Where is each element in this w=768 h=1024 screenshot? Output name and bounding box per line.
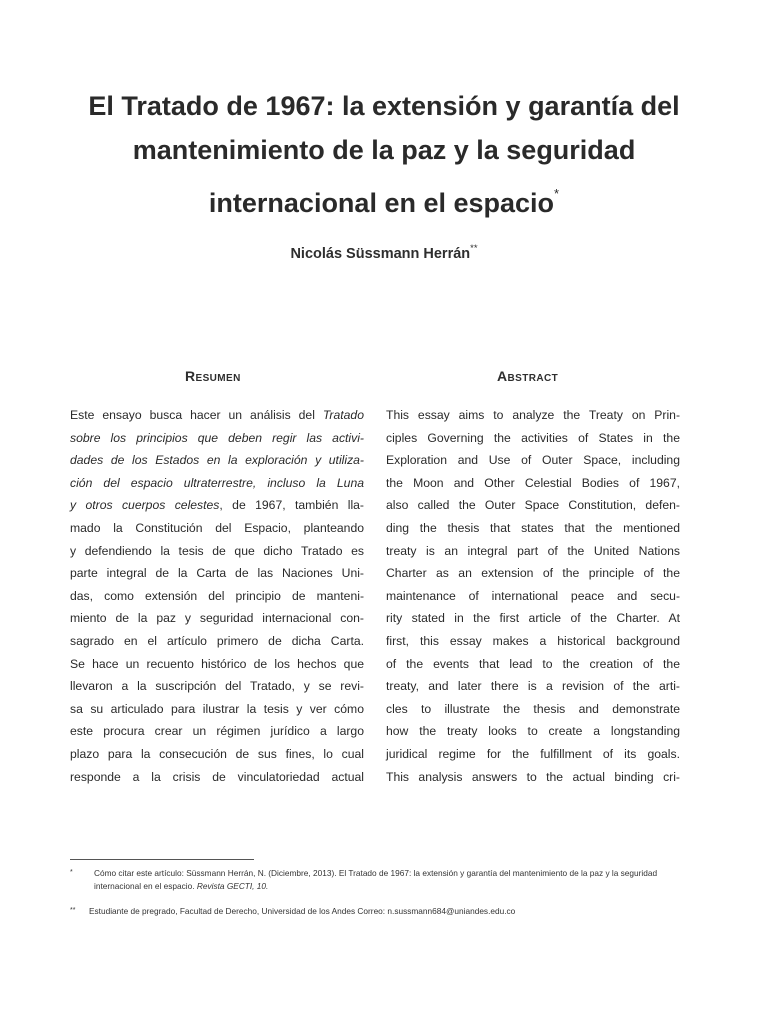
footnote-citation-line-2 [94,880,694,893]
resumen-line: mado la Constitución del Espacio, planteando [70,520,364,535]
abstract-line: ciples Governing the activities of States in the [386,430,680,445]
abstract-line: of the events that lead to the creation of the [386,656,680,671]
resumen-line: sa su articulado para ilustrar la tesis y ver cómo [70,701,364,716]
author-footnote-marker: ** [470,243,478,254]
abstract-line: the Moon and Other Celestial Bodies of 1967, [386,475,680,490]
resumen-line: y defendiendo la tesis de que dicho Tratado es [70,543,364,558]
footnote-author [70,905,690,919]
abstract-line: juridical regime for the fulfillment of its goals. [386,746,680,761]
resumen-line: este procura crear un régimen jurídico a largo [70,724,364,739]
resumen-line: dades de los Estados en la exploración y utiliza- [70,453,364,468]
resumen-line: y otros cuerpos celestes, de 1967, también lla- [70,498,364,513]
resumen-line: das, como extensión del principio de manteni- [70,588,364,603]
abstract-line: This analysis answers to the actual binding cri- [386,769,680,784]
resumen-line: Se hace un recuento histórico de los hechos que [70,656,364,671]
footnote-citation-line-2-plain: internacional en el espacio. [94,881,197,891]
footnote-citation [70,867,690,895]
abstract-line: This essay aims to analyze the Treaty on Prin- [386,408,680,422]
abstract-line: treaty is an integral part of the United Nations [386,543,680,558]
abstract-heading: Abstract [497,368,559,384]
resumen-line: miento de la paz y seguridad internacional con- [70,611,364,626]
abstract-line: Exploration and Use of Outer Space, including [386,453,680,468]
abstract-line: ding the thesis that states that the mentioned [386,520,680,535]
footnote-author-marker: ** [70,907,76,914]
abstract-line: also called the Outer Space Constitution, defen- [386,498,680,513]
abstract-line: Charter as an extension of the principle of the [386,566,680,581]
resumen-line: llevaron a la suscripción del Tratado, y se revi- [70,679,364,694]
resumen-line: ción del espacio ultraterrestre, incluso la Luna [70,475,364,490]
resumen-line: parte integral de la Carta de las Naciones Uni- [70,566,364,581]
abstract-line: cles to illustrate the thesis and demonstrate [386,701,680,716]
abstract-body [386,404,680,788]
footnote-citation-line-1: Cómo citar este artículo: Süssmann Herrán, N. (Diciembre, 2013). El Tratado de 1967: la extensión y garantía del mantenimiento de la paz y la seguridad [94,868,658,878]
footnote-divider [70,859,254,860]
abstract-line: maintenance of international peace and secu- [386,588,680,603]
title-footnote-marker: * [554,186,560,201]
abstract-line: how the treaty looks to create a longstanding [386,724,680,739]
title-line-3 [40,172,728,225]
resumen-line: responde a la crisis de vinculatoriedad actual [70,769,364,784]
footnote-citation-journal: Revista GECTI, 10. [196,881,269,891]
author-line [0,243,768,262]
footnote-author-text: Estudiante de pregrado, Facultad de Derecho, Universidad de los Andes Correo: n.sussmann684@uniandes.edu.co [89,906,516,916]
resumen-line: Este ensayo busca hacer un análisis del Tratado [70,408,364,422]
title-line-2: mantenimiento de la paz y la seguridad [132,135,636,165]
footnote-citation-marker: * [70,869,73,876]
abstract-line: first, this essay makes a historical background [386,633,680,648]
resumen-line: sagrado en el artículo primero de dicha Carta. [70,633,364,648]
resumen-body [70,404,364,788]
resumen-heading: Resumen [185,368,241,384]
paper-title [40,84,728,225]
resumen-line: plazo para la consecución de sus fines, lo cual [70,746,364,761]
title-line-3-text: internacional en el espacio [208,188,555,218]
author-name: Nicolás Süssmann Herrán [290,246,471,262]
abstract-line: treaty, and later there is a revision of the arti- [386,679,680,694]
resumen-line: sobre los principios que deben regir las activi- [70,430,364,445]
abstract-line: rity stated in the first article of the Charter. At [386,611,680,626]
title-line-1: El Tratado de 1967: la extensión y garantía del [88,91,680,121]
